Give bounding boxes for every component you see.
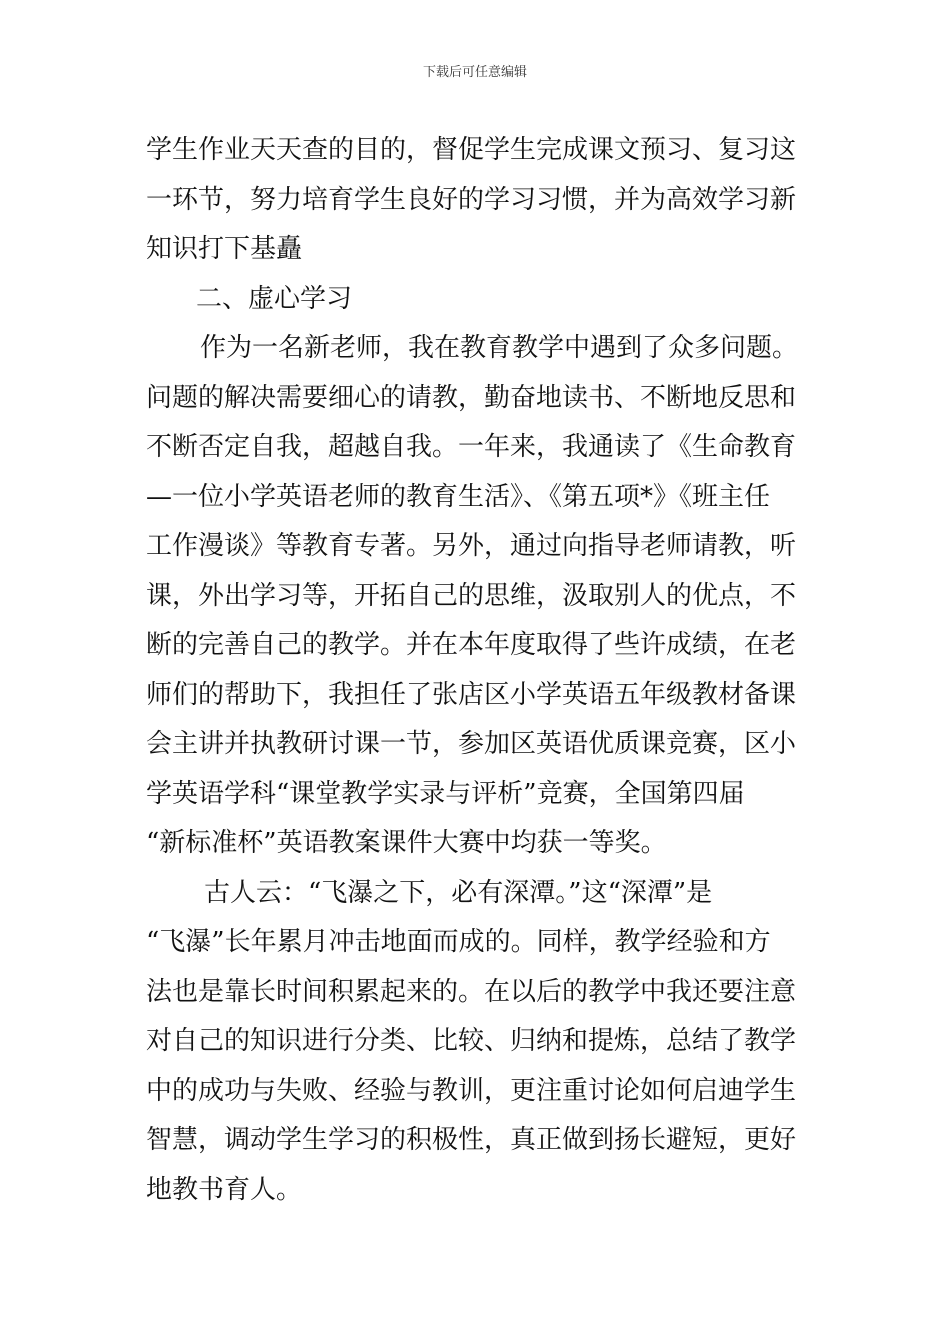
text-line: 学生作业天天查的目的，督促学生完成课文预习、复习这: [146, 135, 797, 165]
section-heading: 二、虚心学习: [196, 283, 353, 314]
text-line: 智慧，调动学生学习的积极性，真正做到扬长避短，更好: [146, 1125, 797, 1155]
text-line: 地教书育人。: [146, 1174, 303, 1205]
page-header: 下载后可任意编辑: [422, 65, 527, 80]
text-line: 断的完善自己的教学。并在本年度取得了些许成绩，在老: [146, 630, 797, 660]
paragraph-start: 作为一名新老师，我在教育教学中遇到了众多问题。: [200, 333, 799, 363]
paragraph-start: 古人云：“飞瀑之下，必有深潭。”这“深潭”是: [204, 877, 713, 908]
text-line: 课，外出学习等，开拓自己的思维，汲取别人的优点，不: [146, 580, 797, 611]
text-line: “飞瀑”长年累月冲击地面而成的。同样，教学经验和方: [146, 927, 771, 957]
text-line: 师们的帮助下，我担任了张店区小学英语五年级教材备课: [146, 679, 797, 710]
text-line: 不断否定自我，超越自我。一年来，我通读了《生命教育: [146, 432, 797, 462]
text-line: 中的成功与失败、经验与教训，更注重讨论如何启迪学生: [146, 1075, 797, 1106]
document-body: [146, 126, 808, 1215]
text-line: 一环节，努力培育学生良好的学习习惯，并为高效学习新: [146, 184, 797, 215]
text-line: 对自己的知识进行分类、比较、归纳和提炼，总结了教学: [146, 1026, 797, 1056]
text-line: 学英语学科“课堂教学实录与评析”竞赛，全国第四届: [146, 778, 745, 809]
text-line: 问题的解决需要细心的请教，勤奋地读书、不断地反思和: [146, 382, 797, 413]
text-line: 工作漫谈》等教育专著。另外，通过向指导老师请教，听: [146, 531, 797, 561]
text-line: 知识打下基矗: [146, 234, 303, 264]
text-line: 会主讲并执教研讨课一节，参加区英语优质课竞赛，区小: [146, 729, 797, 759]
text-line: —一位小学英语老师的教育生活》、《第五项*》《班主任: [146, 481, 771, 512]
text-line: 法也是靠长时间积累起来的。在以后的教学中我还要注意: [146, 976, 797, 1007]
text-line: “新标准杯”英语教案课件大赛中均获一等奖。: [146, 828, 667, 858]
